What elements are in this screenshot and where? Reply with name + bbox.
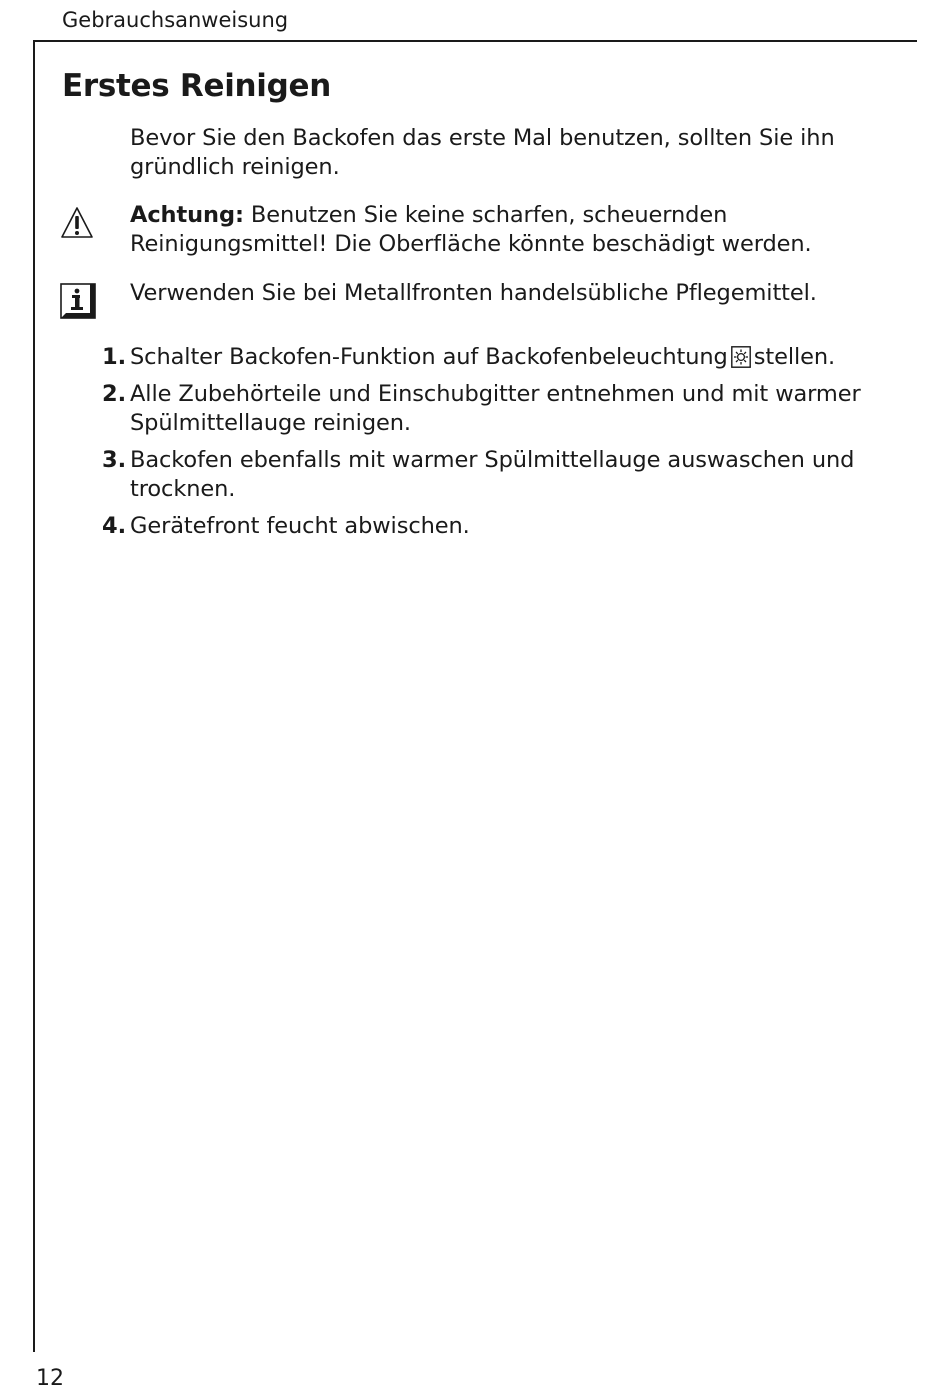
step-number: 2. [102,381,127,407]
step-item [0,446,950,504]
step-text: Gerätefront feucht abwischen. [130,513,470,539]
left-rule [33,40,35,1352]
info-icon [60,283,96,319]
warning-paragraph [130,201,900,259]
page-number: 12 [36,1366,64,1391]
step-list [0,343,950,549]
step-item [0,380,950,438]
step-number: 1. [102,344,127,370]
warning-triangle-icon [60,206,94,240]
top-rule [33,40,917,42]
section-title: Erstes Reinigen [62,68,332,104]
intro-paragraph: Bevor Sie den Backofen das erste Mal benutzen, sollten Sie ihn gründlich reinigen. [130,125,835,180]
page-header-label: Gebrauchsanweisung [62,8,289,32]
step-text: Alle Zubehörteile und Einschubgitter entnehmen und mit warmer Spülmittellauge reinigen. [130,381,861,436]
oven-light-icon [731,346,751,368]
warning-text: Benutzen Sie keine scharfen, scheuernden Reinigungsmittel! Die Oberfläche könnte beschädigt werden. [130,202,812,257]
step-text-after-icon: stellen. [753,344,836,370]
step-item [0,343,950,372]
info-paragraph: Verwenden Sie bei Metallfronten handelsübliche Pflegemittel. [130,280,817,306]
step-text [130,343,895,372]
step-text: Backofen ebenfalls mit warmer Spülmittellauge auswaschen und trocknen. [130,447,855,502]
step-number: 3. [102,447,127,473]
step-number: 4. [102,513,127,539]
step-text-before-icon: Schalter Backofen-Funktion auf Backofenbeleuchtung [130,344,728,370]
step-item [0,512,950,541]
warning-label: Achtung: [130,202,244,228]
